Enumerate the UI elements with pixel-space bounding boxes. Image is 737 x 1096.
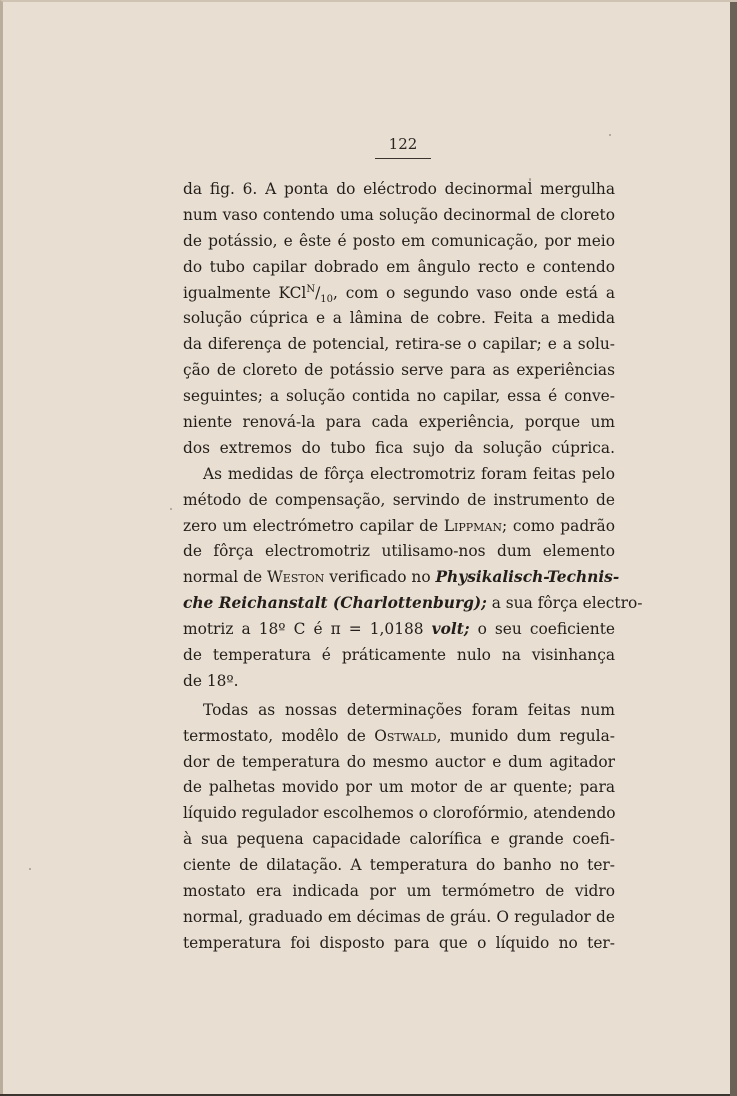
text-line: termostato, modêlo de Ostwald, munido dum regula- bbox=[183, 726, 615, 745]
text-line: à sua pequena capacidade calorífica e grande coefi- bbox=[183, 830, 615, 849]
text-line: de palhetas movido por um motor de ar quente; para bbox=[183, 778, 615, 797]
text-line: dos extremos do tubo fica sujo da solução cúprica. bbox=[183, 438, 615, 457]
text-line: de fôrça electromotriz utilisamo-nos dum elemento bbox=[183, 542, 615, 561]
body-text bbox=[183, 177, 643, 957]
page-edge-shadow bbox=[730, 2, 737, 1096]
text-line: dor de temperatura do mesmo auctor e dum agitador bbox=[183, 752, 615, 771]
text-line: normal de Weston verificado no Physikalisch-Technis- bbox=[183, 568, 620, 587]
page-number: 122 bbox=[388, 135, 418, 153]
text-line: de 18º. bbox=[183, 671, 239, 690]
text-line: de potássio, e êste é posto em comunicação, por meio bbox=[183, 231, 615, 250]
text-line: líquido regulador escolhemos o clorofórmio, atendendo bbox=[183, 804, 616, 823]
text-line: niente renová-la para cada experiência, porque um bbox=[183, 413, 615, 432]
text-line: As medidas de fôrça electromotriz foram feitas pelo bbox=[203, 464, 615, 483]
text-line: che Reichanstalt (Charlottenburg); a sua fôrça electro- bbox=[183, 594, 643, 613]
text-line: num vaso contendo uma solução decinormal de cloreto bbox=[183, 205, 615, 224]
text-line: do tubo capilar dobrado em ângulo recto e contendo bbox=[183, 257, 615, 276]
text-line: zero um electrómetro capilar de Lippman; como padrão bbox=[183, 516, 615, 535]
paper-spot bbox=[609, 134, 611, 136]
text-line: da fig. 6. A ponta do eléctrodo decinormal mergulha bbox=[183, 180, 615, 198]
text-line: método de compensação, servindo de instrumento de bbox=[183, 490, 615, 509]
author-name-ostwald: Ostwald bbox=[374, 726, 437, 745]
author-name-weston: Weston bbox=[266, 568, 325, 587]
paper-spot bbox=[170, 508, 172, 510]
text-line: de temperatura é práticamente nulo na visinhança bbox=[183, 646, 615, 665]
text-line: motriz a 18º C é π = 1,0188 volt; o seu coeficiente bbox=[183, 620, 615, 639]
text-line: solução cúprica e a lâmina de cobre. Feita a medida bbox=[183, 309, 615, 328]
paper-spot bbox=[29, 868, 31, 870]
text-line: seguintes; a solução contida no capilar, essa é conve- bbox=[183, 387, 615, 406]
text-line: igualmente $KCl^N/_{10}$, com o segundo vaso onde está a bbox=[183, 283, 615, 305]
text-line: normal, graduado em décimas de gráu. O regulador de bbox=[183, 907, 615, 926]
text-line: mostato era indicada por um termómetro de vidro bbox=[183, 882, 615, 901]
text-line: ção de cloreto de potássio serve para as experiências bbox=[183, 361, 615, 380]
text-line: ciente de dilatação. A temperatura do banho no ter- bbox=[183, 856, 615, 875]
page-number-rule bbox=[375, 158, 431, 159]
text-line: temperatura foi disposto para que o líquido no ter- bbox=[183, 933, 615, 952]
text-line: da diferença de potencial, retira-se o capilar; e a solu- bbox=[183, 335, 615, 354]
text-line: Todas as nossas determinações foram feitas num bbox=[203, 700, 615, 719]
author-name-lippman: Lippman bbox=[443, 516, 503, 535]
